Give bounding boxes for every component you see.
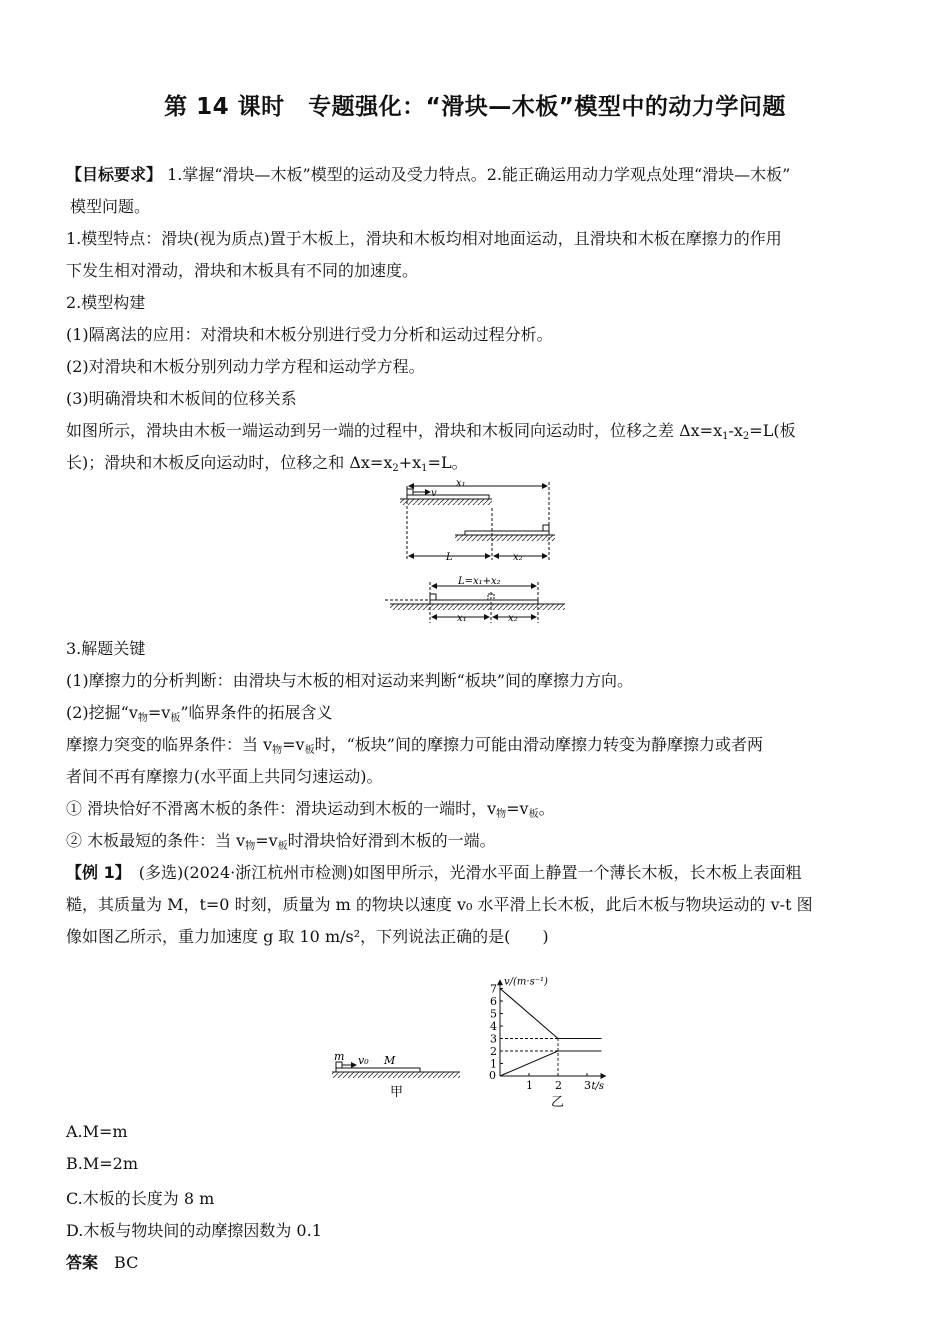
s2-p1: (1)隔离法的应用：对滑块和木板分别进行受力分析和运动过程分析。	[66, 325, 553, 344]
s3-p2a: (2)挖掘“v	[66, 703, 138, 722]
s3-p6b: =v	[255, 831, 278, 850]
fig1-L: L	[446, 552, 453, 563]
s2-p5c: =L。	[427, 453, 468, 472]
answer-label: 答案	[66, 1253, 99, 1272]
s3-p3a: 摩擦力突变的临界条件：当 v	[66, 735, 273, 754]
x-tick-label: 2	[555, 1079, 562, 1092]
page-title: 第 14 课时 专题强化：“滑块—木板”模型中的动力学问题	[164, 94, 786, 120]
board-1	[407, 495, 489, 499]
x-tick-label: 3	[584, 1079, 591, 1092]
origin-label: 0	[489, 1069, 496, 1082]
x-tick-label: 1	[526, 1079, 533, 1092]
ground-jia	[332, 1072, 460, 1078]
s2-p5b: +x	[398, 453, 422, 472]
s3-p6c: 时滑块恰好滑到木板的一端。	[287, 831, 496, 850]
s2-p2: (2)对滑块和木板分别列动力学方程和运动学方程。	[66, 357, 425, 376]
example-label: 【例 1】	[66, 863, 123, 882]
option-c: C.木板的长度为 8 m	[66, 1189, 215, 1208]
s2-sub1b: 1	[421, 463, 428, 474]
y-tick-label: 2	[490, 1045, 497, 1058]
s3-p3c: 时，“板块”间的摩擦力可能由滑动摩擦力转变为静摩擦力或者两	[314, 735, 763, 754]
s2-p4	[66, 420, 888, 448]
option-b: B.M=2m	[66, 1154, 138, 1173]
s3-p6a: ② 木板最短的条件：当 v	[66, 831, 246, 850]
sub-ban-2: 板	[304, 745, 315, 756]
sub-ban-4: 板	[277, 841, 288, 852]
s2-sub2: 2	[742, 431, 750, 442]
s2-p3: (3)明确滑块和木板间的位移关系	[66, 389, 297, 408]
s3-p1: (1)摩擦力的分析判断：由滑块与木板的相对运动来判断“板块”间的摩擦力方向。	[66, 671, 634, 690]
s2-p5a: 长)；滑块和木板反向运动时，位移之和 Δx=x	[66, 453, 393, 472]
s3-p2	[66, 702, 888, 730]
board-jia	[336, 1068, 420, 1072]
example-text-1: (多选)(2024·浙江杭州市检测)如图甲所示，光滑水平面上静置一个薄长木板，长木板上表面粗	[122, 863, 802, 882]
jia-M: M	[384, 1054, 396, 1067]
sub-ban-1: 板	[170, 713, 181, 724]
fig1-v: v	[431, 488, 437, 499]
board-3	[430, 600, 538, 604]
y-tick-label: 3	[490, 1032, 497, 1046]
sub-ban-3: 板	[528, 809, 539, 820]
s1-line-2: 下发生相对滑动，滑块和木板具有不同的加速度。	[66, 261, 419, 280]
block-1	[407, 489, 413, 495]
s2-p5	[66, 452, 888, 480]
sub-wu-2: 物	[272, 745, 283, 756]
displacement-figure	[380, 478, 570, 628]
y-tick-label: 7	[490, 982, 497, 996]
y-tick-label: 1	[490, 1057, 497, 1071]
ground-2	[455, 535, 555, 541]
jia-m: m	[334, 1050, 345, 1063]
block-2	[543, 525, 549, 531]
goal-text-1: 1.掌握“滑块—木板”模型的运动及受力特点。2.能正确运用动力学观点处理“滑块—木板”	[162, 165, 791, 184]
s2-p4b: -x	[728, 421, 743, 440]
s2-p4c: =L(板	[749, 421, 796, 440]
jia-caption: 甲	[390, 1085, 404, 1100]
fig1-x2b: x₂	[508, 613, 518, 624]
s3-heading: 3.解题关键	[66, 639, 146, 658]
sub-wu-4: 物	[245, 841, 256, 852]
option-d: D.木板与物块间的动摩擦因数为 0.1	[66, 1221, 322, 1240]
answer-value: BC	[114, 1253, 139, 1272]
fig1-eq: L=x₁+x₂	[458, 576, 501, 587]
s3-p5a: ① 滑块恰好不滑离木板的条件：滑块运动到木板的一端时，v	[66, 799, 497, 818]
s3-p5b: =v	[506, 799, 529, 818]
y-tick-label: 4	[490, 1020, 497, 1033]
ground-3	[390, 604, 565, 610]
s3-p4: 者间不再有摩擦力(水平面上共同匀速运动)。	[66, 767, 383, 786]
s3-p3b: =v	[282, 735, 305, 754]
answer-line	[66, 1250, 138, 1273]
example-text-2: 糙，其质量为 M，t=0 时刻，质量为 m 的物块以速度 v₀ 水平滑上长木板，此后木板与物块运动的 v-t 图	[66, 895, 813, 914]
option-a: A.M=m	[66, 1122, 128, 1141]
s1-line-1: 1.模型特点：滑块(视为质点)置于木板上，滑块和木板均相对地面运动，且滑块和木板在摩擦力的作用	[66, 229, 782, 248]
s3-p6	[66, 830, 888, 858]
s3-p5	[66, 798, 888, 826]
s2-heading: 2.模型构建	[66, 293, 146, 312]
s2-sub2b: 2	[392, 463, 399, 474]
fig1-x1: x₁	[456, 478, 466, 489]
s3-p2c: ”临界条件的拓展含义	[180, 703, 333, 722]
fig1-x1b: x₁	[457, 613, 467, 624]
series-line-1	[500, 989, 602, 1039]
x-axis-label: t/s	[591, 1081, 605, 1092]
series-line-2	[500, 1051, 602, 1076]
fig1-x2: x₂	[513, 552, 523, 563]
y-axis-label: v/(m·s⁻¹)	[504, 976, 548, 988]
s3-p3	[66, 734, 888, 762]
s2-sub1: 1	[722, 431, 729, 442]
setup-figure-jia	[328, 1048, 464, 1104]
y-tick-label: 5	[490, 1007, 497, 1021]
s3-p5c: 。	[538, 799, 555, 818]
example-line-1	[66, 862, 888, 884]
sub-wu-3: 物	[496, 809, 507, 820]
example-text-3: 像如图乙所示，重力加速度 g 取 10 m/s²，下列说法正确的是( )	[66, 927, 549, 946]
block-3	[430, 594, 436, 600]
ground-1	[400, 499, 492, 505]
goal-label: 【目标要求】	[66, 165, 163, 184]
y-tick-label: 6	[490, 995, 497, 1008]
board-2	[465, 531, 549, 535]
s2-p4a: 如图所示，滑块由木板一端运动到另一端的过程中，滑块和木板同向运动时，位移之差 Δx=x	[66, 421, 723, 440]
jia-v0: v₀	[358, 1054, 369, 1067]
goal-text-2: 模型问题。	[70, 197, 151, 216]
sub-wu-1: 物	[137, 713, 148, 724]
vt-chart	[476, 958, 626, 1108]
chart-caption: 乙	[551, 1095, 565, 1108]
s3-p2b: =v	[147, 703, 171, 722]
goal-line-1	[66, 164, 888, 186]
